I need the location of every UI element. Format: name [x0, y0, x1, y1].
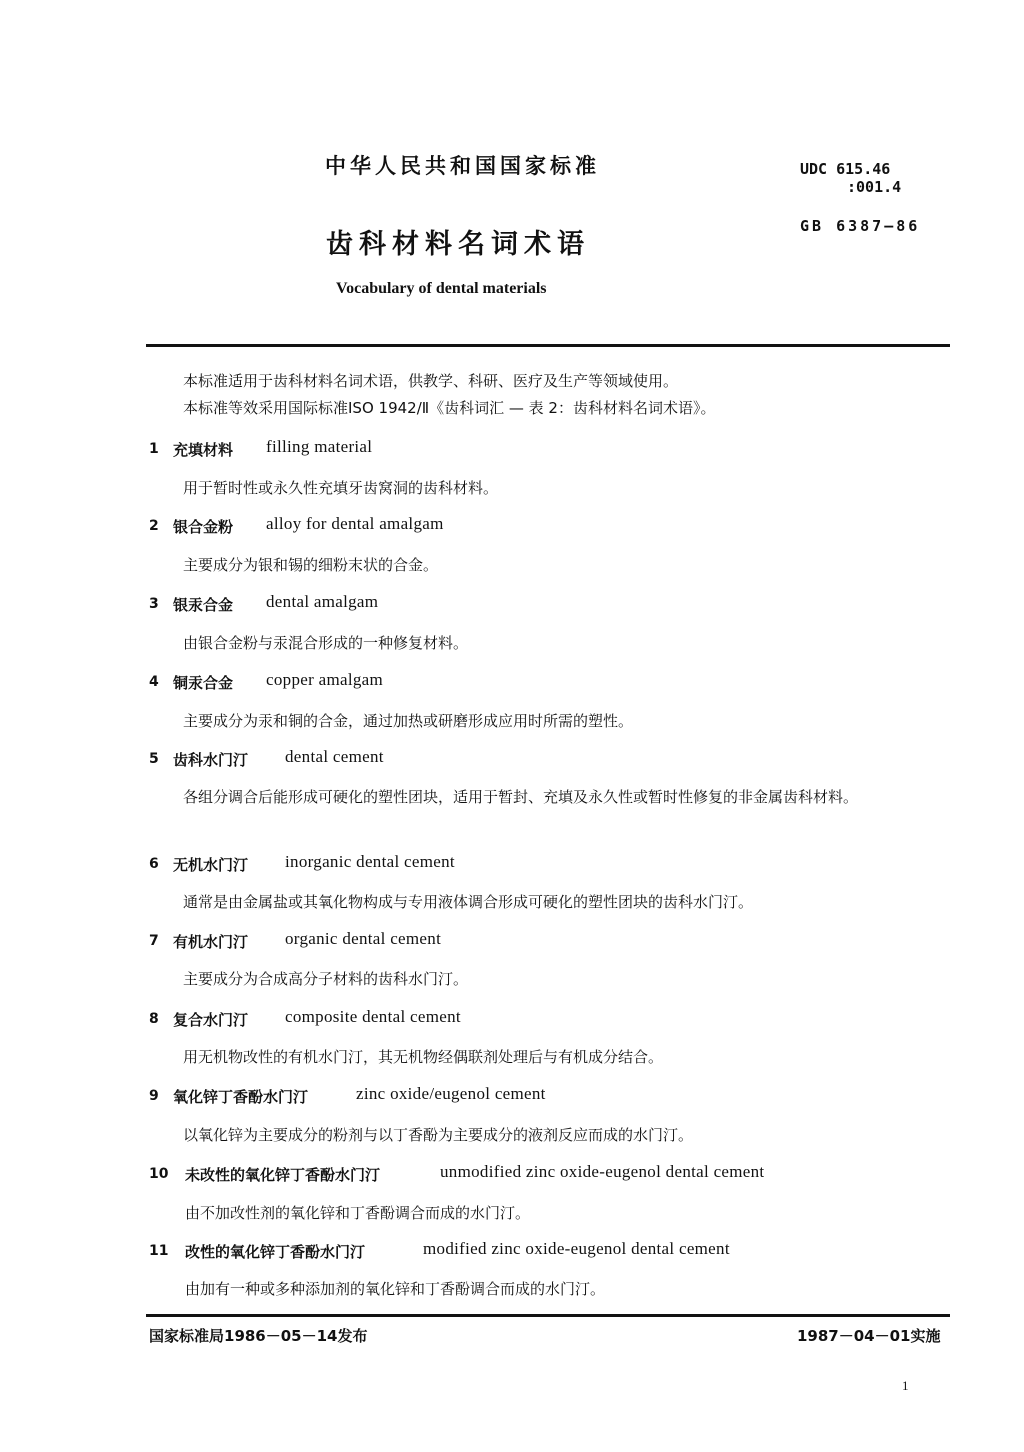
- term-definition: 用无机物改性的有机水门汀，其无机物经偶联剂处理后与有机成分结合。: [183, 1048, 664, 1066]
- term-number: 4: [149, 674, 159, 690]
- term-chinese: 齿科水门汀: [173, 751, 249, 769]
- term-english: copper amalgam: [266, 670, 384, 689]
- term-number: 1: [149, 441, 159, 457]
- term-chinese: 未改性的氧化锌丁香酚水门汀: [185, 1166, 381, 1184]
- term-english: dental cement: [285, 747, 384, 766]
- term-english: dental amalgam: [266, 592, 379, 611]
- term-chinese: 有机水门汀: [173, 933, 249, 951]
- term-chinese: 充填材料: [173, 441, 234, 459]
- term-chinese: 氧化锌丁香酚水门汀: [173, 1088, 309, 1106]
- header-divider: [146, 344, 950, 347]
- term-chinese: 改性的氧化锌丁香酚水门汀: [185, 1243, 366, 1261]
- term-english: filling material: [266, 437, 373, 456]
- term-number: 8: [149, 1011, 159, 1027]
- term-chinese: 铜汞合金: [173, 674, 234, 692]
- intro-equivalence: 本标准等效采用国际标准ISO 1942/Ⅱ《齿科词汇 — 表 2：齿科材料名词术语》。: [183, 399, 716, 417]
- term-definition: 由银合金粉与汞混合形成的一种修复材料。: [183, 634, 469, 652]
- term-number: 5: [149, 751, 159, 767]
- term-definition: 以氧化锌为主要成分的粉剂与以丁香酚为主要成分的液剂反应而成的水门汀。: [183, 1126, 694, 1144]
- term-number: 10: [149, 1166, 169, 1182]
- term-definition: 用于暂时性或永久性充填牙齿窝洞的齿科材料。: [183, 479, 499, 497]
- term-english: alloy for dental amalgam: [266, 514, 444, 533]
- footer-divider: [146, 1314, 950, 1317]
- issuer-heading: 中华人民共和国国家标准: [325, 154, 600, 178]
- term-number: 2: [149, 518, 159, 534]
- term-definition: 由不加改性剂的氧化锌和丁香酚调合而成的水门汀。: [185, 1204, 531, 1222]
- term-number: 6: [149, 856, 159, 872]
- term-definition: 通常是由金属盐或其氧化物构成与专用液体调合形成可硬化的塑性团块的齿科水门汀。: [183, 893, 754, 911]
- udc-line-2: :001.4: [847, 178, 902, 196]
- term-english: composite dental cement: [285, 1007, 461, 1026]
- term-english: zinc oxide/eugenol cement: [356, 1084, 546, 1103]
- udc-classification: [800, 160, 901, 196]
- term-number: 9: [149, 1088, 159, 1104]
- term-definition: 各组分调合后能形成可硬化的塑性团块，适用于暂封、充填及永久性或暂时性修复的非金属齿科材料。: [183, 788, 859, 806]
- term-chinese: 银汞合金: [173, 596, 234, 614]
- term-definition: 主要成分为合成高分子材料的齿科水门汀。: [183, 970, 469, 988]
- term-chinese: 无机水门汀: [173, 856, 249, 874]
- term-chinese: 银合金粉: [173, 518, 234, 536]
- term-definition: 主要成分为汞和铜的合金，通过加热或研磨形成应用时所需的塑性。: [183, 712, 634, 730]
- term-english: inorganic dental cement: [285, 852, 455, 871]
- document-title-cn: 齿科材料名词术语: [326, 229, 590, 260]
- standard-code: GB 6387—86: [800, 217, 921, 235]
- term-english: unmodified zinc oxide-eugenol dental cement: [440, 1162, 765, 1181]
- term-number: 7: [149, 933, 159, 949]
- term-chinese: 复合水门汀: [173, 1011, 249, 1029]
- effective-date: 1987－04－01实施: [797, 1327, 941, 1345]
- term-definition: 由加有一种或多种添加剂的氧化锌和丁香酚调合而成的水门汀。: [185, 1280, 606, 1298]
- term-number: 3: [149, 596, 159, 612]
- page-number: 1: [902, 1378, 909, 1393]
- udc-line-1: UDC 615.46: [800, 160, 891, 178]
- term-english: organic dental cement: [285, 929, 442, 948]
- term-definition: 主要成分为银和锡的细粉末状的合金。: [183, 556, 439, 574]
- issue-date: 国家标准局1986－05－14发布: [149, 1327, 368, 1345]
- term-number: 11: [149, 1243, 169, 1259]
- intro-scope: 本标准适用于齿科材料名词术语，供教学、科研、医疗及生产等领域使用。: [183, 372, 679, 390]
- term-english: modified zinc oxide-eugenol dental cement: [423, 1239, 730, 1258]
- document-title-en: Vocabulary of dental materials: [336, 280, 547, 297]
